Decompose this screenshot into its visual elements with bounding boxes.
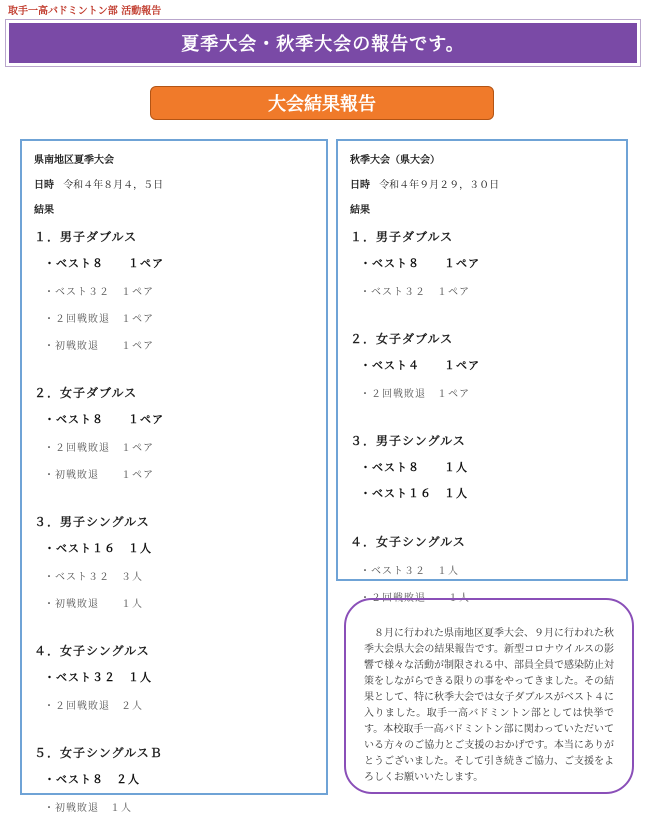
category-heading: ５．女子シングルスＢ: [34, 746, 163, 760]
result-item: ・ベスト１６ １人: [360, 487, 468, 500]
autumn-date-label: 日時: [350, 180, 370, 191]
result-item: ・ベスト３２ １ペア: [44, 287, 154, 298]
summer-tournament-panel: [20, 139, 328, 814]
title-banner: 夏季大会・秋季大会の報告です。: [6, 20, 640, 66]
category-heading: １．男子ダブルス: [34, 230, 138, 244]
result-item: ・ベスト３２ １人: [44, 671, 152, 684]
result-item: ・ベスト８ １ペア: [44, 413, 164, 426]
autumn-date-value: 令和４年９月２９，３０日: [379, 180, 500, 191]
autumn-date-row: [350, 176, 618, 191]
autumn-panel-title: 秋季大会（県大会）: [350, 155, 440, 166]
result-item: ・初戦敗退 １人: [44, 803, 132, 814]
result-item: ・ベスト８ １ペア: [44, 257, 164, 270]
autumn-result-label: 結果: [350, 205, 370, 216]
summer-result-label: 結果: [34, 205, 54, 216]
result-item: ・初戦敗退 １ペア: [44, 341, 154, 352]
result-item: ・ベスト１６ １人: [44, 542, 152, 555]
result-item: ・ベスト８ ２人: [44, 773, 140, 786]
summer-panel-content: [34, 149, 318, 814]
summer-panel-title: 県南地区夏季大会: [34, 155, 114, 166]
category-heading: ３．男子シングルス: [34, 515, 150, 529]
result-item: ・２回戦敗退 １人: [360, 593, 470, 604]
summer-date-value: 令和４年８月４，５日: [63, 180, 164, 191]
category-heading: ２．女子ダブルス: [34, 386, 138, 400]
result-item: ・ベスト８ １人: [360, 461, 468, 474]
summer-date-row: [34, 176, 318, 191]
message-box: ８月に行われた県南地区夏季大会、９月に行われた秋季大会県大会の結果報告です。新型コロナウイルスの影響で様々な活動が制限される中、部員全員で感染防止対策をしながらできる限りの事をやってきました。その結果として、特に秋季大会では女子ダブルスがベスト４に入りました。取手一高バドミントン部としては快挙です。本校取手一高バドミントン部に関わっていただいている方々のご協力とご支援のおかげです。本当にありがとうございました。そして引き続きご協力、ご支援をよろしくお願いいたします。: [344, 598, 634, 794]
result-item: ・２回戦敗退 ２人: [44, 701, 143, 712]
summer-date-label: 日時: [34, 180, 54, 191]
result-item: ・ベスト８ １ペア: [360, 257, 480, 270]
section-title: 大会結果報告: [150, 86, 494, 120]
autumn-results-list: [350, 228, 618, 604]
result-item: ・２回戦敗退 １ペア: [360, 389, 470, 400]
result-item: ・初戦敗退 １人: [44, 599, 143, 610]
result-item: ・ベスト３２ １人: [360, 566, 459, 577]
category-heading: ４．女子シングルス: [350, 535, 466, 549]
autumn-panel-content: [350, 149, 618, 604]
result-item: ・ベスト３２ ３人: [44, 572, 143, 583]
result-item: ・初戦敗退 １ペア: [44, 470, 154, 481]
autumn-tournament-panel: [336, 139, 628, 604]
category-heading: ２．女子ダブルス: [350, 332, 454, 346]
header-label: 取手一高バドミントン部 活動報告: [8, 6, 162, 17]
summer-results-list: [34, 228, 318, 814]
category-heading: １．男子ダブルス: [350, 230, 454, 244]
result-item: ・２回戦敗退 １ペア: [44, 443, 154, 454]
result-item: ・ベスト３２ １ペア: [360, 287, 470, 298]
result-item: ・ベスト４ １ペア: [360, 359, 480, 372]
category-heading: ３．男子シングルス: [350, 434, 466, 448]
category-heading: ４．女子シングルス: [34, 644, 150, 658]
result-item: ・２回戦敗退 １ペア: [44, 314, 154, 325]
